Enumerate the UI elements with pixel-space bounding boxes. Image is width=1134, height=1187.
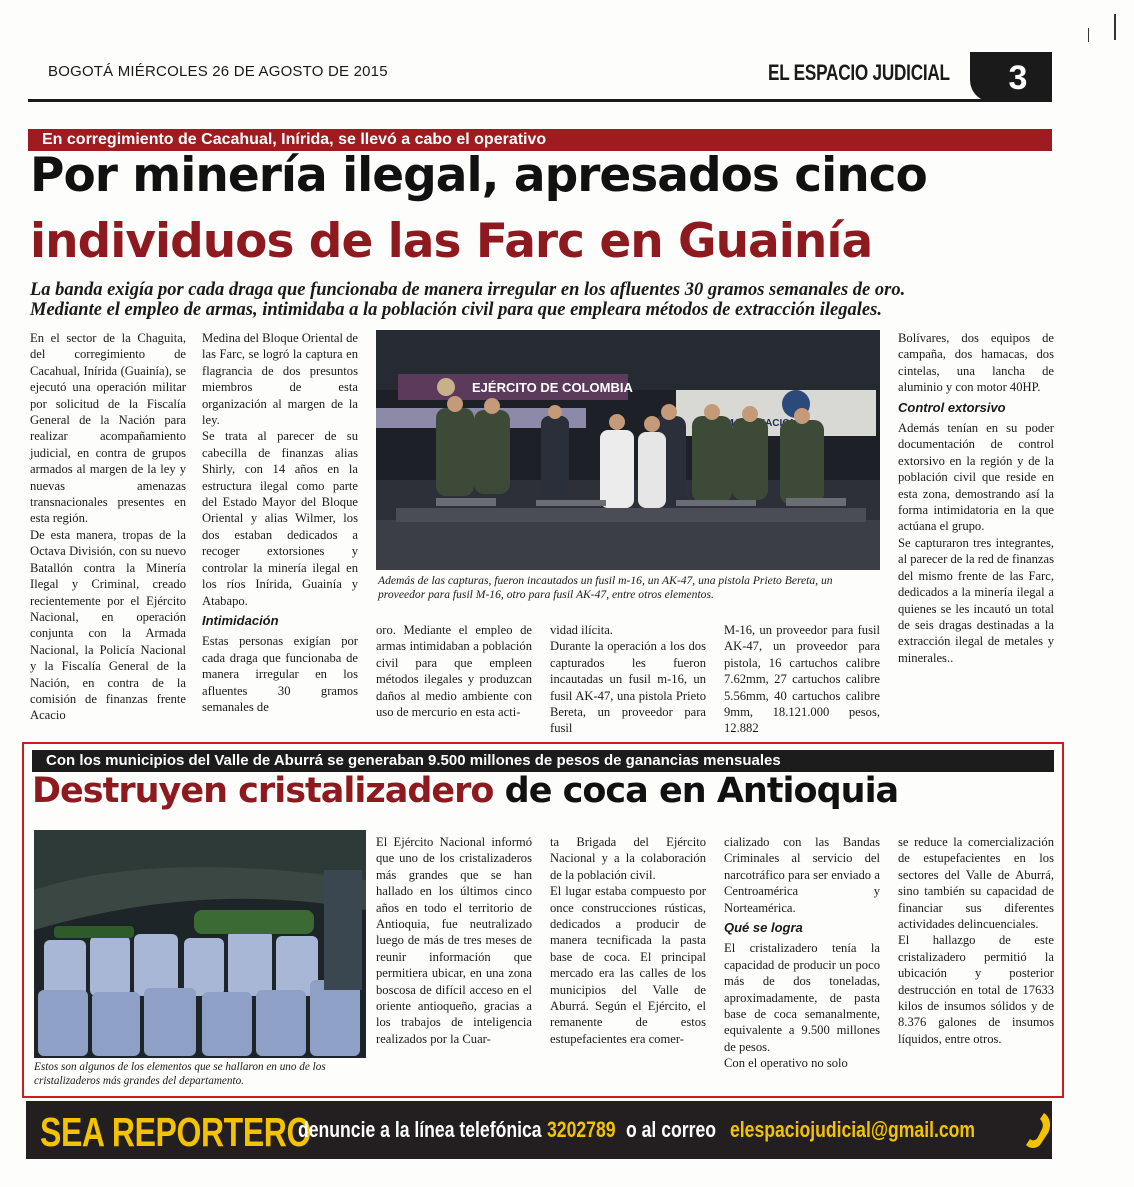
subheading-intimidacion: Intimidación <box>202 612 279 628</box>
paragraph: El cristalizadero tenía la capacidad de producir un poco más de dos toneladas, aproximadamente, de pasta base de coca semanalmente, equivalente a 9.500 millones de pesos. <box>724 941 880 1054</box>
story1-photo-caption: Además de las capturas, fueron incautados un fusil m-16, un AK-47, una pistola Prieto Bereta, un proveedor para fusil M-16, otro para fusil AK-47, entre otros elementos. <box>378 574 833 601</box>
story2-column-1 <box>376 834 532 1047</box>
masthead-rule <box>28 99 1052 102</box>
story2-column-2 <box>550 834 706 1047</box>
paragraph: El Ejército Nacional informó que uno de los cristalizaderos más grandes que se han hallado en los últimos cinco años en todo el territorio de Antioquia, fue neutralizado luego de más de tres meses de reunir información que permitiera ubicar, en una zona boscosa de difícil acceso en el oriente antioqueño, gracias a los trabajos de inteligencia realizados por la Cuar- <box>376 835 532 1046</box>
story2-column-3 <box>724 834 880 1072</box>
story2-photo-caption: Estos son algunos de los elementos que se hallaron en uno de los cristalizaderos más grandes del departamento. <box>34 1061 326 1087</box>
story2-headline-red: Destruyen cristalizadero <box>32 771 494 811</box>
story2-headline-black: de coca en Antioquia <box>504 771 899 811</box>
scan-edge-mark <box>1088 28 1089 42</box>
story1-deck-line2: Mediante el empleo de armas, intimidaba a la población civil para que empleara métodos de extracción ilegales. <box>30 300 882 320</box>
photo-banner-text: EJÉRCITO DE COLOMBIA <box>472 380 633 395</box>
paragraph: Bolívares, dos equipos de campaña, dos hamacas, dos cintelas, una lancha de aluminio y con motor 40HP. <box>898 331 1054 395</box>
story1-column-2 <box>202 330 358 715</box>
paragraph: cializado con las Bandas Criminales al servicio del narcotráfico para ser enviado a Centroamérica y Norteamérica. <box>724 835 880 915</box>
banner-text-email-label: o al correo <box>626 1117 716 1142</box>
paragraph: vidad ilícita. <box>550 623 613 637</box>
scan-edge-mark <box>1114 14 1116 40</box>
publication-name: EL ESPACIO JUDICIAL <box>768 60 950 85</box>
paragraph: Con el operativo no solo <box>724 1056 848 1071</box>
story1-deck <box>30 280 1054 320</box>
story1-column-5 <box>724 622 880 737</box>
paragraph: En el sector de la Chaguita, del corregimiento de Cacahual, Inírida (Guainía), se ejecutó una operación militar por solicitud de la Fiscalía General de la Nación para realizar acompañamiento judicial, en contra de grupos armados al margen de la ley y nuevas amenazas transnacionales presentes en esta región. <box>30 331 186 526</box>
paragraph: Durante la operación a los dos capturados les fueron incautadas un fusil m-16, un fusil AK-47, una pistola Prieto Bereta, un proveedor para fusil <box>550 639 706 736</box>
paragraph: Estas personas exigían por cada draga que funcionaba de manera irregular en los afluentes 30 gramos semanales de <box>202 634 358 714</box>
story1-photo <box>376 330 880 570</box>
story2-headline <box>32 771 898 811</box>
story1-column-1 <box>30 330 186 724</box>
banner-title: SEA REPORTERO <box>40 1109 311 1155</box>
paragraph: El lugar estaba compuesto por once construcciones rústicas, dedicados a producir de manera tecnificada la pasta base de coca. El principal mercado era las calles de los municipios del Valle de Aburrá. Según el Ejército, el remanente de estos estupefacientes era comer- <box>550 884 706 1046</box>
story1-deck-line1: La banda exigía por cada draga que funcionaba de manera irregular en los afluentes 30 gramos semanales de oro. <box>30 280 906 300</box>
story2-photo <box>34 830 366 1058</box>
story2-column-4 <box>898 834 1054 1047</box>
paragraph: Además tenían en su poder documentación de control extorsivo en la región y de la población civil que reside en esta zona, demostrando así la forma intimidatoria en la que actúana el grupo. <box>898 421 1054 534</box>
story1-headline-line2: individuos de las Farc en Guainía <box>30 214 873 269</box>
paragraph: M-16, un proveedor para fusil AK-47, un proveedor para pistola, 16 cartuchos calibre 7.62mm, 27 cartuchos calibre 5.56mm, 40 cartuchos calibre 9mm, 18.121.000 pesos, 12.882 <box>724 623 880 736</box>
paragraph: oro. Mediante el empleo de armas intimidaban a población civil para que empleen métodos ilegales y produzcan daños al medio ambiente con uso de mercurio en esta acti- <box>376 623 532 720</box>
paragraph: El hallazgo de este cristalizadero permitió la ubicación y posterior destrucción en total de 17633 kilos de insumos sólidos y de 8.376 galones de insumos líquidos, entre otros. <box>898 933 1054 1046</box>
paragraph: ta Brigada del Ejército Nacional y a la colaboración de la población civil. <box>550 835 706 882</box>
subheading-que-se-logra: Qué se logra <box>724 920 803 936</box>
reporter-banner <box>26 1101 1052 1159</box>
paragraph: De esta manera, tropas de la Octava División, con su nuevo Batallón contra la Minería Ilegal y Criminal, creado recientemente por el Ejército Nacional, en operación conjunta con la Armada Nacional, la Policía Nacional y la Fiscalía General de la Nación, en contra de la comisión de finanzas frente Acacio <box>30 527 186 723</box>
story1-column-4 <box>550 622 706 737</box>
paragraph: Se trata al parecer de su cabecilla de finanzas alias Shirly, con 14 años en la estructura ilegal como parte del Estado Mayor del Bloque Oriental y alias Wilmer, los dos estaban dedicados a recoger extorsiones y controlar la minería ilegal en los ríos Inírida, Guainía y Atabapo. <box>202 429 358 608</box>
banner-text-phone-label: denuncie a la línea telefónica <box>298 1117 542 1142</box>
paragraph: Medina del Bloque Oriental de las Farc, se logró la captura en flagrancia de dos presuntos miembros de esta organización al margen de la ley. <box>202 331 358 428</box>
drums-photo-illustration <box>34 830 366 1058</box>
story2-kicker: Con los municipios del Valle de Aburrá se generaban 9.500 millones de pesos de ganancias mensuales <box>32 750 1054 772</box>
page-number <box>970 52 1052 102</box>
phone-icon <box>1018 1111 1052 1149</box>
photo-navy-text: ARMADA <box>711 418 756 429</box>
story1-headline-line1: Por minería ilegal, apresados cinco <box>30 148 927 203</box>
story1-kicker: En corregimiento de Cacahual, Inírida, se llevó a cabo el operativo <box>28 129 1052 151</box>
banner-phone-number: 3202789 <box>547 1117 616 1142</box>
banner-email: elespaciojudicial@gmail.com <box>730 1117 976 1142</box>
subheading-control-extorsivo: Control extorsivo <box>898 399 1006 415</box>
soldiers-photo-illustration <box>376 330 880 570</box>
paragraph: Se capturaron tres integrantes, al parecer de la red de finanzas del mismo frente de las Farc, dedicados a la minería ilegal a quienes se les incautó un total de seis dragas destinadas a la extracción ilegal de metales y minerales.. <box>898 535 1054 665</box>
masthead-date: BOGOTÁ MIÉRCOLES 26 DE AGOSTO DE 2015 <box>48 63 388 80</box>
page-number-text: 3 <box>1008 59 1028 97</box>
story1-column-3 <box>376 622 532 720</box>
paragraph: se reduce la comercialización de estupefacientes en los sectores del Valle de Aburrá, sino también su capacidad de financiar sus diferentes actividades delincuenciales. <box>898 835 1054 932</box>
story1-column-6 <box>898 330 1054 666</box>
